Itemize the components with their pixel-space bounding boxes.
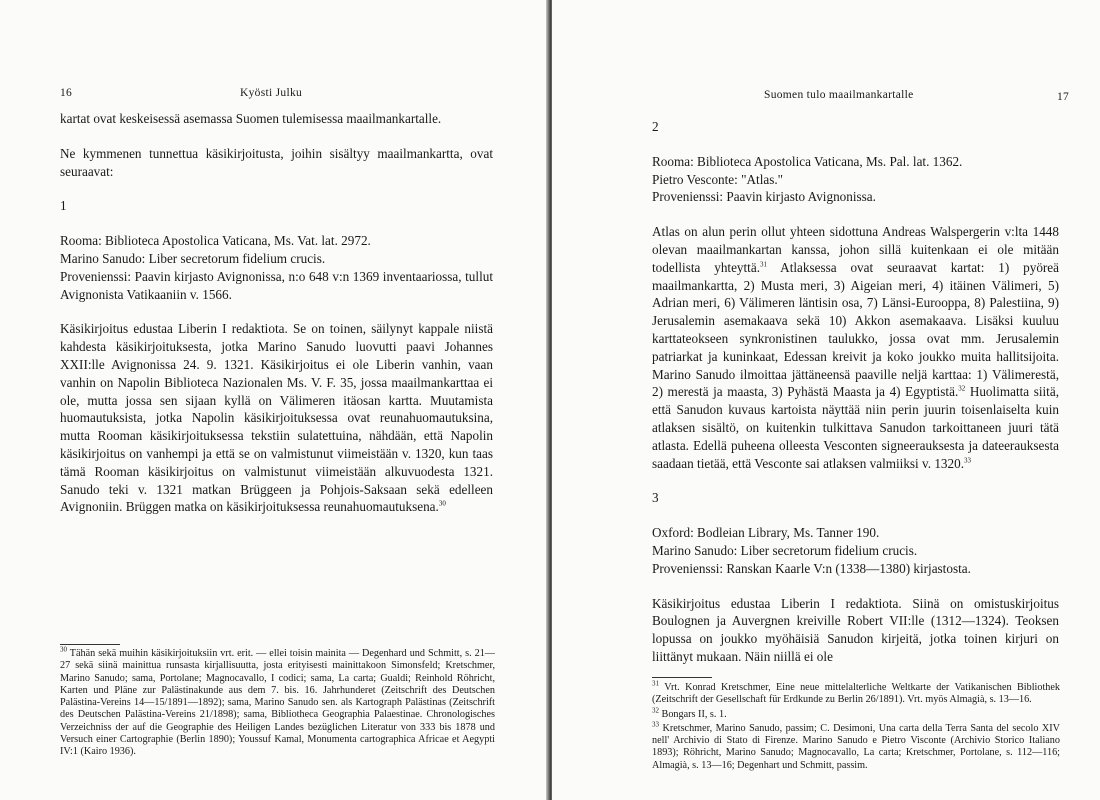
- right-footnotes: [652, 679, 1060, 774]
- footnote-ref: 33: [964, 456, 972, 465]
- footnote: [652, 720, 1060, 772]
- right-text-column: [652, 118, 1059, 666]
- oxford-paragraph: Käsikirjoitus edustaa Liberin I redaktiota. Siinä on omistuskirjoitus Boulognen ja Auvergnen kreiville Robert VII:lle (1312—1324). Teoksen lopussa on joukko myöhäisiä Sanudon kirjeitä, jotka toinen kirjuri on liittänyt mukaan. Näin niillä ei ole: [652, 595, 1059, 664]
- entry-number: 3: [652, 490, 659, 506]
- footnote-text: Kretschmer, Marino Sanudo, passim; C. Desimoni, Una carta della Terra Santa del secolo XIV nell' Archivio di Stato di Firenze. Marino Sanudo e Pietro Visconte (Archivio Storico Italiano 1893); Röhricht, Marino Sanudo; Magnocavallo, La carta; Kretschmer, Portolane, s. 112—116; Almagià, s. 13—16; Degenhart und Schmitt, passim.: [652, 722, 1060, 771]
- left-text-column: [60, 110, 493, 516]
- entry-line: Rooma: Biblioteca Apostolica Vaticana, Ms. Pal. lat. 1362.: [652, 153, 963, 169]
- footnote-ref: 30: [438, 499, 446, 508]
- entry-line: Oxford: Bodleian Library, Ms. Tanner 190.: [652, 525, 880, 541]
- left-running-head: Kyösti Julku: [240, 87, 303, 99]
- footnote-number: 31: [652, 679, 659, 688]
- footnote-rule: [652, 677, 712, 678]
- left-page: [0, 0, 548, 800]
- footnote: [60, 645, 495, 759]
- intro-paragraph: kartat ovat keskeisessä asemassa Suomen tulemisessa maailmankartalle.: [60, 111, 442, 126]
- entry-line: Provenienssi: Ranskan Kaarle V:n (1338—1380) kirjastosta.: [652, 560, 971, 576]
- entry-line: Provenienssi: Paavin kirjasto Avignonissa.: [652, 189, 876, 205]
- footnote-ref: 31: [760, 260, 768, 269]
- paragraph-text: Huolimatta siitä, että Sanudon kuvaus kartoista näyttää niin perin juurin toisenlaiselta kuin atlaksen sisältö, on kuitenkin tulkittava Sanudon tarkoittaneen juuri tätä atlasta. Edellä puheena olleesta Vesconten signeerauksesta ja dateerauksesta saadaan tietää, että Vesconte sai atlaksen valmiiksi v. 1320.: [652, 384, 1059, 471]
- paragraph-text: Atlaksessa ovat seuraavat kartat: 1) pyöreä maailmankartta, 2) Musta meri, 3) Aigeian meri, 4) itäinen Välimeri, 5) Adrian meri, 6) Välimeren läntisin osa, 7) Länsi-Eurooppa, 8) Palestiina, 9) Jerusalemin asemakaava sekä 10) Akkon asemakaava. Lisäksi kuuluu karttateokseen synkronistinen taulukko, jossa ovat mm. Jerusalemin patriarkat ja kuninkaat, Edessan kreivit ja koko joukko muita hallitsijoita. Marino Sanudo ilmoittaa jättäneensä paaville neljä karttaa: 1) Välimerestä, 2) merestä ja maasta, 3) Pyhästä Maasta ja 4) Egyptistä.: [652, 259, 1060, 400]
- footnote: [652, 706, 1060, 721]
- entry-line: Provenienssi: Paavin kirjasto Avignonissa, n:o 648 v:n 1369 inventaariossa, tullut Avignonista Vatikaaniin v. 1566.: [60, 268, 493, 302]
- entry-number: 2: [652, 119, 659, 134]
- footnote-text: Vrt. Konrad Kretschmer, Eine neue mittelalterliche Weltkarte der Vatikanischen Bibliothek (Zeitschrift der Gesellschaft für Erdkunde zu Berlin 26/1891). Vrt. myös Almagià, s. 13—16.: [652, 682, 1060, 706]
- footnote-ref: 32: [958, 384, 966, 393]
- manuscript-entry: [652, 524, 1059, 577]
- entry-number: 1: [60, 198, 67, 214]
- body-paragraph: [60, 320, 493, 516]
- footnote-number: 32: [652, 706, 659, 715]
- body-text: Käsikirjoitus edustaa Liberin I redaktiota. Se on toinen, säilynyt kappale niistä kahdesta käsikirjoituksesta, jotka Marino Sanudo luovutti paavi Johannes XXII:lle Avignonissa 24. 9. 1321. Käsikirjoitus ei ole Liberin vanhin, vaan vanhin on Napolin Biblioteca Nazionalen Ms. V. F. 35, jossa maailmankarttaa ei ole, mutta jossa sen sijaan kyllä on Välimeren itäosan kartta. Muutamista huomautuksista, jotka Napolin käsikirjoituksessa ovat reunahuomautuksina, mutta Rooman käsikirjoituksessa tekstiin sulatettuina, nähdään, että Napolin käsikirjoitus on vanhempi ja että se on valmistunut viimeistään v. 1320, kun taas tämä Rooman käsikirjoitus on valmistunut viimeistään alkuvuodesta 1321. Sanudo teki v. 1321 matkan Brüggeen ja Pohjois-Saksaan sekä edelleen Avignoniin. Brüggen matka on käsikirjoituksessa reunahuomautuksena.: [60, 321, 493, 515]
- manuscript-entry: [60, 232, 493, 303]
- atlas-paragraph: [652, 223, 1059, 472]
- footnote: [652, 679, 1060, 707]
- right-page-number: 17: [1057, 91, 1070, 103]
- footnote-number: 30: [60, 645, 67, 654]
- left-page-number: 16: [60, 87, 73, 99]
- entry-line: Marino Sanudo: Liber secretorum fidelium crucis.: [60, 250, 326, 266]
- footnote-rule: [60, 644, 120, 645]
- left-footnotes: [60, 645, 495, 761]
- entry-line: Pietro Vesconte: "Atlas.": [652, 171, 784, 187]
- manuscript-entry: [652, 153, 1059, 206]
- paragraph-text: Atlas on alun perin ollut yhteen sidottuna Andreas Walspergerin v:lta 1448 olevan maailmankartan kanssa, johon sillä kuitenkaan ei ole mitään todellista yhteyttä.: [652, 224, 1059, 275]
- right-running-head: Suomen tulo maailmankartalle: [764, 89, 914, 101]
- entry-line: Marino Sanudo: Liber secretorum fidelium crucis.: [652, 542, 918, 558]
- entry-line: Rooma: Biblioteca Apostolica Vaticana, Ms. Vat. lat. 2972.: [60, 233, 371, 249]
- footnote-text: Tähän sekä muihin käsikirjoituksiin vrt. erit. — ellei toisin mainita — Degenhard und Schmitt, s. 21—27 sekä siinä mainittua runsasta kirjallisuutta, josta erityisesti mainittakoon Simonsfeld; Kretschmer, Marino Sanudo; sama, Portolane; Magnocavallo, I codici; sama, La carta; Gualdi; Reinhold Röhricht, Karten und Pläne zur Palästinakunde aus dem 7. bis. 16. Jahrhunderet (Zeitschrift des Deutschen Palästina-Vereins 14—15/1891—1892); sama, Marino Sanudo sen. als Kartograph Palästinas (Zeitschrift des Deutschen Palästina-Vereins 21/1898); sama, Bibliotheca Geographia Palaestinae. Chronologisches Verzeichniss der auf die Geographie des Heiligen Landes bezüglichen Literatur von 333 bis 1878 und Versuch einer Cartographie (Berlin 1890); Youssuf Kamal, Monumenta cartographica Africae et Aegypti IV:1 (Kairo 1936).: [60, 648, 495, 758]
- footnote-number: 33: [652, 720, 659, 729]
- footnote-text: Bongars II, s. 1.: [661, 708, 727, 720]
- list-intro-paragraph: Ne kymmenen tunnettua käsikirjoitusta, joihin sisältyy maailmankartta, ovat seuraavat:: [60, 145, 493, 179]
- right-page: [552, 0, 1100, 800]
